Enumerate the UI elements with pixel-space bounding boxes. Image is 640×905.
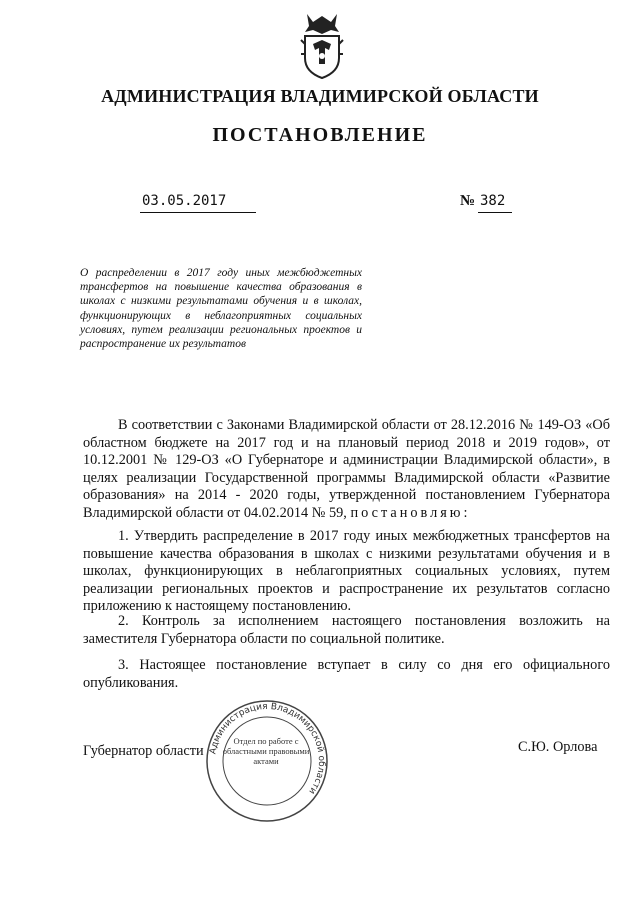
date-underline [140,212,256,213]
item-1-paragraph: 1. Утвердить распределение в 2017 году иных межбюджетных трансфертов на повышение качества образования в школах с низкими результатами обучения и в школах, функционирующих в неблагоприятных социальных условиях, путем реализации региональных проектов и распространение их результатов согласно приложению к настоящему постановлению. [83,528,610,614]
document-number: 382 [480,193,506,209]
number-underline [478,212,512,213]
stamp-center-text: Отдел по работе с областными правовыми актами [222,736,310,766]
number-sign: № [460,193,476,209]
svg-text:Администрация Владимирской обл: Администрация Владимирской области [208,701,327,796]
item-3-paragraph: 3. Настоящее постановление вступает в силу со дня его официального опубликования. [83,657,610,691]
coat-of-arms-icon [297,10,347,80]
signatory-title: Губернатор области [83,743,204,759]
document-date: 03.05.2017 [142,193,227,209]
document-type: ПОСТАНОВЛЕНИЕ [212,124,428,146]
preamble-paragraph [83,417,610,522]
organization-title: АДМИНИСТРАЦИЯ ВЛАДИМИРСКОЙ ОБЛАСТИ [101,86,539,106]
document-subject: О распределении в 2017 году иных межбюджетных трансфертов на повышение качества образования в школах с низкими результатами обучения и в школах, функционирующих в неблагоприятных социальных условиях, путем реализации региональных проектов и распространение их результатов [80,267,362,351]
decree-word: постановляю: [350,504,471,521]
item-2-paragraph: 2. Контроль за исполнением настоящего постановления возложить на заместителя Губернатора области по социальной политике. [83,613,610,647]
preamble-text: В соответствии с Законами Владимирской области от 28.12.2016 № 149-ОЗ «Об областном бюджете на 2017 год и на плановый период 2018 и 2019 годов», от 10.12.2001 № 129-ОЗ «О Губернаторе и администрации Владимирской области», в целях реализации Государственной программы Владимирской области «Развитие образования» на 2014 - 2020 годы, утвержденной постановлением Губернатора Владимирской области от 04.02.2014 № 59, [83,417,610,521]
signatory-name: С.Ю. Орлова [518,739,598,755]
